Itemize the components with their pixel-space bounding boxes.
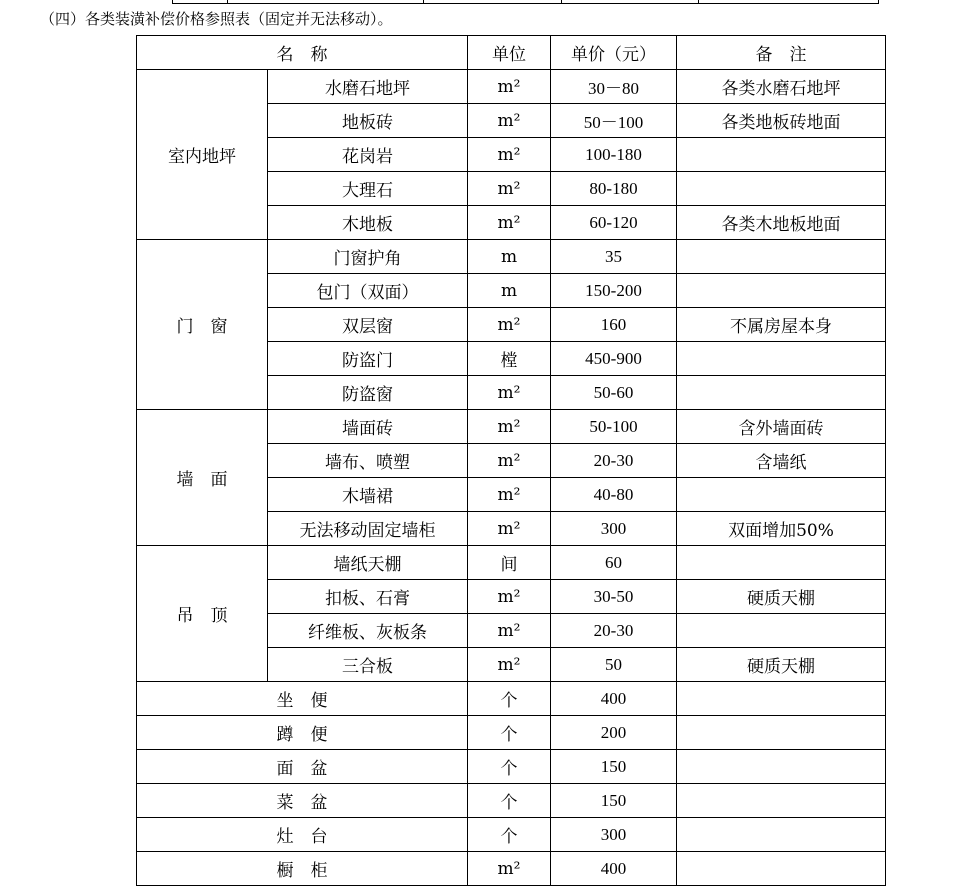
note-cell <box>677 478 886 512</box>
table-row <box>137 818 886 852</box>
item-name-cell: 三合板 <box>268 648 468 682</box>
category-cell: 墙 面 <box>137 410 268 546</box>
item-name-cell: 包门（双面） <box>268 274 468 308</box>
note-cell <box>677 240 886 274</box>
table-row <box>137 546 886 580</box>
price-cell: 30－80 <box>551 70 677 104</box>
note-cell <box>677 818 886 852</box>
unit-cell: m² <box>468 648 551 682</box>
item-name-cell: 橱 柜 <box>137 852 468 886</box>
item-name-cell: 地板砖 <box>268 104 468 138</box>
category-cell: 门 窗 <box>137 240 268 410</box>
unit-cell: 间 <box>468 546 551 580</box>
unit-cell: m² <box>468 138 551 172</box>
unit-cell: m² <box>468 614 551 648</box>
table-row <box>137 682 886 716</box>
note-cell: 各类水磨石地坪 <box>677 70 886 104</box>
note-cell <box>677 138 886 172</box>
table-row <box>137 240 886 274</box>
item-name-cell: 灶 台 <box>137 818 468 852</box>
price-cell: 30-50 <box>551 580 677 614</box>
unit-cell: 个 <box>468 750 551 784</box>
item-name-cell: 无法移动固定墙柜 <box>268 512 468 546</box>
note-cell: 各类地板砖地面 <box>677 104 886 138</box>
note-cell <box>677 376 886 410</box>
category-cell: 吊 顶 <box>137 546 268 682</box>
header-unit: 单位 <box>468 36 551 70</box>
header-row <box>137 36 886 70</box>
unit-cell: m² <box>468 444 551 478</box>
table-row <box>137 70 886 104</box>
unit-cell: 个 <box>468 716 551 750</box>
note-cell: 不属房屋本身 <box>677 308 886 342</box>
category-cell: 室内地坪 <box>137 70 268 240</box>
unit-cell: m² <box>468 852 551 886</box>
unit-cell: 个 <box>468 784 551 818</box>
note-cell: 硬质天棚 <box>677 580 886 614</box>
item-name-cell: 墙纸天棚 <box>268 546 468 580</box>
item-name-cell: 双层窗 <box>268 308 468 342</box>
price-cell: 150 <box>551 784 677 818</box>
price-cell: 400 <box>551 682 677 716</box>
table-row <box>137 784 886 818</box>
note-cell <box>677 852 886 886</box>
header-note: 备 注 <box>677 36 886 70</box>
table-row <box>137 852 886 886</box>
item-name-cell: 防盗窗 <box>268 376 468 410</box>
note-cell <box>677 716 886 750</box>
note-cell: 各类木地板地面 <box>677 206 886 240</box>
unit-cell: m <box>468 274 551 308</box>
unit-cell: m² <box>468 104 551 138</box>
price-cell: 160 <box>551 308 677 342</box>
item-name-cell: 纤维板、灰板条 <box>268 614 468 648</box>
unit-cell: m² <box>468 478 551 512</box>
note-cell <box>677 546 886 580</box>
price-cell: 100-180 <box>551 138 677 172</box>
unit-cell: 个 <box>468 818 551 852</box>
header-price: 单价（元） <box>551 36 677 70</box>
header-name: 名 称 <box>137 36 468 70</box>
item-name-cell: 木墙裙 <box>268 478 468 512</box>
note-cell <box>677 274 886 308</box>
unit-cell: m² <box>468 376 551 410</box>
item-name-cell: 门窗护角 <box>268 240 468 274</box>
note-cell <box>677 750 886 784</box>
price-cell: 400 <box>551 852 677 886</box>
note-cell <box>677 784 886 818</box>
item-name-cell: 蹲 便 <box>137 716 468 750</box>
price-cell: 150 <box>551 750 677 784</box>
unit-cell: 樘 <box>468 342 551 376</box>
item-name-cell: 防盗门 <box>268 342 468 376</box>
item-name-cell: 墙布、喷塑 <box>268 444 468 478</box>
price-cell: 35 <box>551 240 677 274</box>
unit-cell: m² <box>468 512 551 546</box>
item-name-cell: 木地板 <box>268 206 468 240</box>
unit-cell: m² <box>468 308 551 342</box>
previous-table-bottom-edge <box>172 0 879 4</box>
price-cell: 50 <box>551 648 677 682</box>
note-cell <box>677 614 886 648</box>
price-cell: 20-30 <box>551 614 677 648</box>
note-cell <box>677 172 886 206</box>
price-cell: 40-80 <box>551 478 677 512</box>
item-name-cell: 水磨石地坪 <box>268 70 468 104</box>
item-name-cell: 扣板、石膏 <box>268 580 468 614</box>
note-cell: 含外墙面砖 <box>677 410 886 444</box>
note-cell <box>677 682 886 716</box>
unit-cell: m² <box>468 206 551 240</box>
price-cell: 450-900 <box>551 342 677 376</box>
table-row <box>137 750 886 784</box>
price-cell: 80-180 <box>551 172 677 206</box>
table-row <box>137 410 886 444</box>
price-cell: 300 <box>551 818 677 852</box>
unit-cell: m² <box>468 580 551 614</box>
price-cell: 50-60 <box>551 376 677 410</box>
unit-cell: m² <box>468 410 551 444</box>
compensation-price-table <box>136 35 886 886</box>
price-cell: 150-200 <box>551 274 677 308</box>
price-cell: 50-100 <box>551 410 677 444</box>
table-row <box>137 716 886 750</box>
item-name-cell: 坐 便 <box>137 682 468 716</box>
note-cell: 含墙纸 <box>677 444 886 478</box>
unit-cell: m² <box>468 172 551 206</box>
note-cell <box>677 342 886 376</box>
note-cell: 双面增加50% <box>677 512 886 546</box>
item-name-cell: 大理石 <box>268 172 468 206</box>
price-cell: 60 <box>551 546 677 580</box>
price-cell: 200 <box>551 716 677 750</box>
unit-cell: 个 <box>468 682 551 716</box>
price-cell: 60-120 <box>551 206 677 240</box>
item-name-cell: 面 盆 <box>137 750 468 784</box>
price-cell: 20-30 <box>551 444 677 478</box>
item-name-cell: 花岗岩 <box>268 138 468 172</box>
item-name-cell: 墙面砖 <box>268 410 468 444</box>
price-cell: 50－100 <box>551 104 677 138</box>
unit-cell: m² <box>468 70 551 104</box>
price-cell: 300 <box>551 512 677 546</box>
note-cell: 硬质天棚 <box>677 648 886 682</box>
item-name-cell: 菜 盆 <box>137 784 468 818</box>
table-caption: （四）各类装潢补偿价格参照表（固定并无法移动）。 <box>40 10 393 28</box>
unit-cell: m <box>468 240 551 274</box>
